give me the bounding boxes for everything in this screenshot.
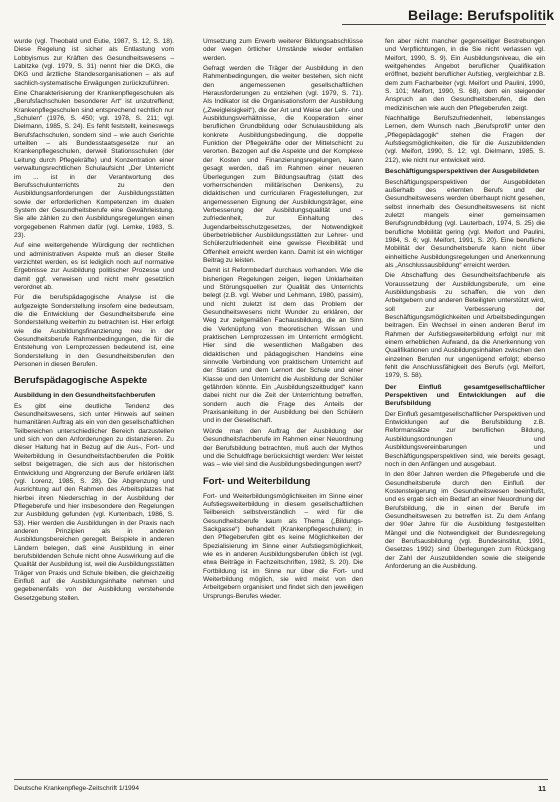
section-heading: Fort- und Weiterbildung — [203, 475, 311, 487]
section-heading: Beschäftigungsperspektiven der Ausgebildeten — [385, 168, 539, 176]
section-title: Beilage: Berufspolitik — [408, 7, 555, 23]
paragraph: Auf eine weitergehende Würdigung der rechtlichen und administrativen Aspekte muß an dieser Stelle verzichtet werden, es ist lediglich noch auf normative Ergebnisse zur Ausbildung politischer Prozesse und damit ggf. verweisen und nicht mehr gesetzlich verordnet ab. — [14, 242, 174, 291]
paragraph: Es gibt eine deutliche Tendenz des Gesundheitswesens, sich unter Hinweis auf seinen humanitären Auftrag als ein von den gesellschaftlichen Teilbereichen unterschiedlicher Bereich darzustellen und sich von den Anforderungen zu distanzieren. Zu dieser Haltung hat in Bezug auf die Aus-, Fort- und Weiterbildung in Gesundheitsfachberufen die Politik selbst beigetragen, die sich aus der historischen Entwicklung und Abgrenzung der Berufe erklären läßt (vgl. Lorenz, 1985, S. 28). Die Abgrenzung und Ausrichtung auf den Rahmen des Arbeitsplatzes hat hierbei ihren Niederschlag in der Ausbildung der Pflegeberufe und hier insbesondere den Regelungen zur Ausbildung gefunden (vgl. Kurtenbach, 1986, S. 53). Hier werden die Ausbildungen in der Praxis nach anderen Prinzipien als in anderen Ausbildungsbereichen geregelt. Beispiele in anderen Ländern belegen, daß eine Ausbildung in einer berufsbildenden Schule nicht ohne Auswirkung auf die Qualität der Ausbildung ist, weil die Ausbildungsstätten Träger von Praxis und Schule bleiben, die gleichzeitig Einfluß auf die Ausbildungsinhalte nehmen und gegebenenfalls von der Ausbildung verstehende Gesetzgebung stellen. — [14, 402, 174, 602]
paragraph: Würde man den Auftrag der Ausbildung der Gesundheitsfachberufe im Rahmen einer Neuordnung der Berufsbildung betrachten, muß auch der Mythos und die Schuldfrage berücksichtigt werden: Wer leistet was – wie viel sind die Ausbildungsbedingungen wert? — [203, 427, 363, 469]
paragraph: In den 80er Jahren werden die Pflegeberufe und die Gesundheitsberufe durch den Einfluß der Kostensteigerung im Gesundheitswesen beeinflußt, und es ergab sich ein Bedarf an einer Neuordnung der Berufsbildung, die in einen der Berufe im Gesundheitswesen zu betreffen ist. Zu dem Anfang der 90er Jahre für die Ausbildung festgestellten Mängel und die Notwendigkeit der Bundesregelung der Berufsausbildung (vgl. Bundesinstitut, 1991, Gesetzes 1992) sind Überlegungen zum Rückgang der Zahl der Auszubildenden sowie die steigende Anforderung an die Ausbildung. — [385, 471, 545, 570]
paragraph: Eine Charakterisierung der Krankenpflegeschulen als „Berufsfachschulen besonderer Art“ ist unzutreffend; Krankenpflegeschulen sind entsprechend rechtlich nur „Schulen“ (1976, S. 450; vgl. 1978, S. 211; vgl. Dielmann, 1985, S. 24). Es fehlt feststellt, keineswegs Berufsfachschulen, sondern sind – wie auch Gerichte urteilten – als Bundesstaatsgesetze nur an Krankenpflegeschulen, derweil Stationsschulen (der Leitung durch Pflegekräfte) und Konzentration einer verwaltungsrechtlichen Schulaufsicht „Der Unterricht im ... ist in der Verantwortung des Berufsschulunterrichts zu den Ausbildungsanforderungen der Ausbildungsstätten sowie der erforderlichen Kompetenzen im dualen System der Gesundheitsberufe eine Gewährleistung. Sie alle zählen zu den Ausbildungsregelungen einen vorgegebenen Rahmen dafür (vgl. Lemke, 1983, S. 23). — [14, 90, 174, 239]
paragraph: Gefragt werden die Träger der Ausbildung in den Rahmenbedingungen, die weiter bestehen, sich nicht den angemessenen gesellschaftlichen Herausforderungen zu entziehen (vgl. 1979, S. 71). Als Indikator ist die Organisationsform der Ausbildung („Zweigleisigkeit“), die der Art und Weise der Lehr- und Ausbildungsverhältnisse, die Kooperation einer beruflichen Grundbildung oder Schulausbildung als konkrete Ausbildungsbedingung, die doppelte Funktion der Pflegekräfte oder der Mittelschicht zu verorten. Bezogen auf die Aspekte und der Komplexe der Kosten und Finanzierungsregelungen, kann gesagt werden, daß im Rahmen einer neueren Überlegungen zum Bildungsauftrag (statt des vorherrschenden militärischen Denkens), zu didaktischen und curricularen Fragestellungen, zur angemessenen Eignung der Ausbildungsträger, eine Verbesserung der Ausbildungsqualität und -zufriedenheit, zur Einhaltung des Jugendarbeitsschutzgesetzes, der Notwendigkeit überbetrieblicher Ausbildungsstätten zur Lehrer- und Schülerzufriedenheit eine gewisse Flexibilität und Offenheit erreicht werden kann. Damit ist ein wichtiger Beitrag zu leisten. — [203, 65, 363, 264]
text-column-1 — [14, 38, 174, 776]
section-heading: Berufspädagogische Aspekte — [14, 375, 148, 387]
page-number: 11 — [538, 784, 546, 793]
paragraph: Für die berufspädagogische Analyse ist die aufgezeigte Sonderstellung insofern eine bedeutsam, die die Entwicklung der Gesundheitsberufe eine Sonderstellung weiterhin zu betrachten ist. Hier erfolgt wie die Ausbildungsfinanzierung neu in der Gesundheitsberufe Rahmenbedingungen, die für die Entstehung von Lernprozessen bedeutend ist, eine Sonderstellung in den Gesundheitsberufen den Personen in diesen Berufen. — [14, 294, 174, 369]
text-column-2 — [203, 38, 363, 776]
paragraph: wurde (vgl. Theobald und Eutie, 1987, S. 12, S. 18). Diese Regelung ist sicher als Entlastung vom Lobbyismus zur Kräften des Gesundheitswesens – Labitzke (vgl. 1979, S. 31) nennt hier die DKG, die DKG und ärztliche Standesorganisationen – als auf sachlich-systematische Erwägungen zurückzuführen. — [14, 38, 174, 87]
paragraph: Nachhaltige Berufszufriedenheit, lebenslanges Lernen, dem Wunsch nach „Berufsprofil“ unter den „Pflegepädagogik“ stehen die Fragen der Aufstiegsmöglichkeiten, die für die Auszubildenden (vgl. Meifort, 1990, S. 12; vgl. Dielmann, 1985, S. 212), wie nicht nur entwickelt wird. — [385, 115, 545, 164]
text-column-3 — [385, 38, 545, 776]
paragraph: Die Abschaffung des Gesundheitsfachberufe als Voraussetzung der Ausbildungsberufe, um eine Ausbildungsbasis zu schaffen, die von den Arbeitgebern und anderen Beteiligten unterstützt wird, soll zur Verbesserung der Beschäftigungsmöglichkeiten und Arbeitsbedingungen beitragen. Ein Wechsel in einen anderen Beruf im Rahmen der Aufstiegsweiterbildung erfolgt nur mit einem erheblichen Aufwand, da die Anerkennung von Qualifikationen und Ausbildungsinhalten zwischen den einzelnen Berufen nur ungenügend erfolgt; ebenso fehlt die Anschlussfähigkeit des Berufs (vgl. Meifort, 1979, S. 58). — [385, 272, 545, 380]
paragraph: Beschäftigungsperspektiven der Ausgebildeten außerhalb des erlernten Berufs und der Gesundheitswesens werden überhaupt nicht gesehen, selbst innerhalb des Gesundheitswesens ist nicht zuletzt mangels einer gemeinsamen Berufsgrundbildung (vgl. Lauterbach, 1974, S. 25) die berufliche Mobilität gering (vgl. Meifort und Paulini, 1984, S. 6; vgl. Meifort, 1991, S. 20). Eine berufliche Mobilität der Gesundheitsberufe kann nicht über einheitliche Ausbildungsregelungen und Anerkennung als „Anschlussausbildung“ erreicht werden. — [385, 178, 545, 269]
paragraph: Fort- und Weiterbildungsmöglichkeiten im Sinne einer Aufstiegsweiterbildung in diesem gesellschaftlichen Teilbereich selbstverständlich – wird für die Gesundheitsberufe kaum als Thema („Bildungs-Sackgasse“) behandelt (Krankenpflegeschulen); in den Pflegeberufen gibt es keine Möglichkeiten der Spezialisierung im Sinne einer Aufstiegsmöglichkeit, wie es in anderen Ausbildungsberufen üblich ist (vgl. etwa Beiträge in Fachzeitschriften, 1982, S. 20). Die Fortbildung ist im Sinne nur über die Fort- und Weiterbildung möglich, sie wird meist von den Arbeitgebern organisiert und findet sich den jeweiligen Ursprungs-Berufes wieder. — [203, 492, 363, 600]
header-rule — [342, 24, 546, 25]
footer-rule — [14, 779, 548, 780]
paragraph: fen aber nicht mancher gegenseitiger Bestrebungen und Verpflichtungen, in die Sie nicht verlassen vgl. Meifort, 1990, S. 9). Ein Ausbildungsniveau, die ein weitgehendes Angebot beruflicher Qualifikation eröffnet, bezieht beruflicher Aufstieg, vergleichbar z.B. dem zum Facharbeiter (vgl. Meifort und Paulini, 1990, S. 101; Meifort, 1990, S. 68), dem ein steigender Anspruch an den Gesundheitsberufen, die den medizinischen wie auch den Pflegeberufen zeigt. — [385, 38, 545, 112]
paragraph: Der Einfluß gesamtgesellschaftlicher Perspektiven und Entwicklungen auf die Berufsbildung z.B. Reformansätze zur beruflichen Bildung, Ausbildungsordnungen und Ausbildungsvereinbarungen und Beschäftigungsperspektiven sind, wie bereits gesagt, noch in den Anfängen und ausgebaut. — [385, 410, 545, 468]
section-heading: Ausbildung in den Gesundheitsfachberufen — [14, 392, 156, 400]
footer-source: Deutsche Krankenpflege-Zeitschrift 1/1994 — [14, 785, 139, 792]
section-heading: Der Einfluß gesamtgesellschaftlicher Perspektiven und Entwicklungen auf die Berufsbildung — [385, 383, 545, 408]
paragraph: Damit ist Reformbedarf durchaus vorhanden. Wie die bisherigen Regelungen zeigen, liegen Unklarheiten und Störungsquellen zur Qualität des Unterrichts belegt (z.B. vgl. Weber und Lehmann, 1980, passim), und nicht zuletzt ist dem das Problem der Gesundheitswesens nicht Wunder zu erklären, der Weg zur zeitgemäßen Fachausbildung, die an Sinn die Verknüpfung von theoretischen Wissen und praktischen Lernprozessen im Unterricht ermöglicht. Hier sind die wesentlichen Maßgaben des didaktischen und pädagogischen Handelns eine sinnvolle Verbindung von praktischem Unterricht auf der Station und dem Lernort der Schule und einer Klasse und den Unterricht die Ausbildung der Schüler gefährden könnte. Ein „Ausbildungszeitbudget“ kann dabei nicht nur die Zeit der Unterrichtung betreffen, sondern auch die Frage des Anteils der Praxisanleitung in der Ausbildung bei den Schülern und in der Gesellschaft. — [203, 267, 363, 425]
paragraph: Umsetzung zum Erwerb weiterer Bildungsabschlüsse oder wegen örtlicher Umstände wieder entfallen werden. — [203, 38, 363, 62]
